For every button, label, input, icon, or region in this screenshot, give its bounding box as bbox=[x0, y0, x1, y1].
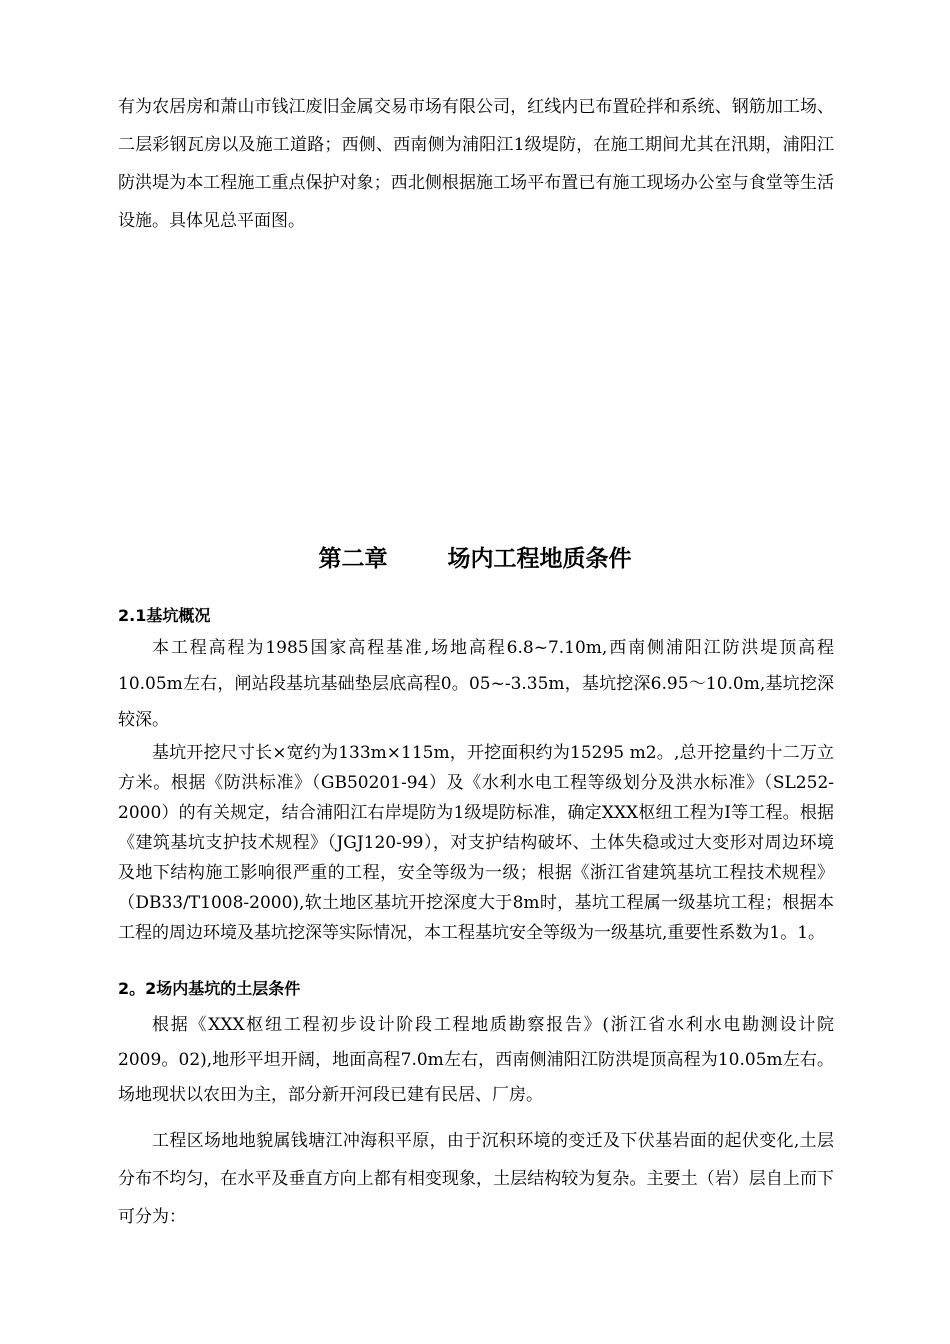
section-heading-2-1: 2.1基坑概况 bbox=[118, 606, 211, 625]
chapter-number: 第二章 bbox=[318, 546, 388, 572]
section-2-1-paragraph-2: 基坑开挖尺寸长×宽约为133m×115m，开挖面积约为15295 m2。,总开挖量约十二万立方米。根据《防洪标准》（GB50201-94）及《水利水电工程等级划分及洪水标准》（SL252-2000）的有关规定，结合浦阳江右岸堤防为1级堤防标准，确定XXX枢纽工程为Ⅰ等工程。根据《建筑基坑支护技术规程》（JGJ120-99），对支护结构破坏、土体失稳或过大变形对周边环境及地下结构施工影响很严重的工程，安全等级为一级；根据《浙江省建筑基坑工程技术规程》（DB33/T1008-2000),软土地区基坑开挖深度大于8m时，基坑工程属一级基坑工程；根据本工程的周边环境及基坑挖深等实际情况，本工程基坑安全等级为一级基坑,重要性系数为1。1。 bbox=[118, 743, 834, 943]
section-heading-2-2: 2。2场内基坑的土层条件 bbox=[118, 979, 301, 998]
section-2-2-paragraph-1: 根据《XXX枢纽工程初步设计阶段工程地质勘察报告》(浙江省水利水电勘测设计院 2009。02),地形平坦开阔，地面高程7.0m左右，西南侧浦阳江防洪堤顶高程为10.05m左右。场地现状以农田为主，部分新开河段已建有民居、厂房。 bbox=[118, 1015, 834, 1105]
chapter-title bbox=[0, 540, 950, 573]
section-2-1-paragraph-1: 本工程高程为1985国家高程基准,场地高程6.8~7.10m,西南侧浦阳江防洪堤顶高程10.05m左右，闸站段基坑基础垫层底高程0。05~-3.35m，基坑挖深6.95～10.0m,基坑挖深较深。 bbox=[118, 638, 834, 730]
intro-paragraph: 有为农居房和萧山市钱江废旧金属交易市场有限公司，红线内已布置砼拌和系统、钢筋加工场、二层彩钢瓦房以及施工道路；西侧、西南侧为浦阳江1级堤防，在施工期间尤其在汛期，浦阳江防洪堤为本工程施工重点保护对象；西北侧根据施工场平布置已有施工现场办公室与食堂等生活设施。具体见总平面图。 bbox=[118, 97, 834, 231]
chapter-name: 场内工程地质条件 bbox=[447, 546, 632, 572]
section-2-2-paragraph-2: 工程区场地地貌属钱塘江冲海积平原，由于沉积环境的变迁及下伏基岩面的起伏变化,土层分布不均匀，在水平及垂直方向上都有相变现象，土层结构较为复杂。主要土（岩）层自上而下可分为： bbox=[118, 1131, 834, 1227]
